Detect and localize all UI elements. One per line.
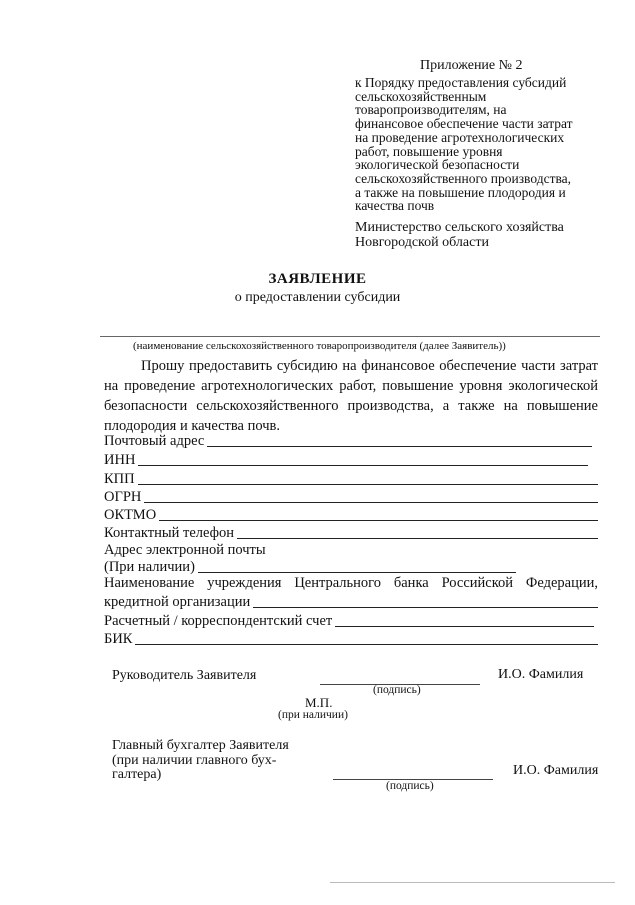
request-paragraph [104, 356, 598, 436]
head-signature-caption: (подпись) [373, 684, 421, 696]
accountant-label-line: Главный бухгалтер Заявителя [112, 738, 289, 753]
account-label: Расчетный / корреспондентский счет [104, 613, 333, 629]
phone-label: Контактный телефон [104, 525, 235, 541]
head-name: И.О. Фамилия [498, 667, 584, 682]
applicant-name-caption: (наименование сельскохозяйственного товаропроизводителя (далее Заявитель)) [133, 340, 506, 352]
phone-field [104, 524, 598, 542]
annex-title: Приложение № 2 [420, 58, 523, 73]
postal-address-input[interactable] [207, 445, 592, 447]
postal-address-field [104, 432, 598, 450]
kpp-label: КПП [104, 471, 135, 487]
annex-line: к Порядку предоставления субсидий [355, 75, 567, 90]
annex-line: работ, повышение уровня [355, 143, 503, 159]
email-field [104, 558, 516, 576]
accountant-name: И.О. Фамилия [513, 763, 599, 778]
email-input[interactable] [198, 571, 516, 573]
bank-name-label: Наименование учреждения Центрального банка Российской Федерации, [104, 575, 598, 591]
inn-input[interactable] [138, 464, 588, 466]
annex-line: сельскохозяйственным [355, 88, 487, 104]
phone-input[interactable] [237, 537, 598, 539]
annex-line: качества почв [355, 198, 435, 214]
oktmo-label: ОКТМО [104, 507, 157, 523]
applicant-name-line[interactable] [100, 336, 600, 337]
stamp-label: М.П. [305, 695, 333, 710]
bank-field [104, 593, 598, 611]
bank-name-input[interactable] [253, 606, 598, 608]
stamp-note: (при наличии) [278, 709, 348, 721]
kpp-field [104, 470, 598, 488]
oktmo-field [104, 506, 598, 524]
annex-line: на проведение агротехнологических [355, 129, 565, 145]
bottom-scan-edge [330, 882, 615, 883]
annex-line: товаропроизводителям, на [355, 102, 507, 118]
annex-description [355, 76, 625, 213]
request-text: Прошу предоставить субсидию на финансовое обеспечение части затрат на проведение агротехнологических работ, повышение уровня экологической безопасности сельскохозяйственного производства, а также на повышение плодородия и качества почв. [104, 358, 598, 434]
kpp-input[interactable] [138, 483, 598, 485]
ogrn-label: ОГРН [104, 489, 142, 505]
addressee [355, 220, 564, 250]
ogrn-field [104, 488, 598, 506]
inn-label: ИНН [104, 452, 136, 468]
accountant-label-line: (при наличии главного бух- [112, 752, 277, 768]
account-input[interactable] [335, 625, 594, 627]
annex-line: финансовое обеспечение части затрат [355, 116, 573, 132]
email-note: (При наличии) [104, 559, 195, 575]
bank-name-label-2: кредитной организации [104, 594, 251, 610]
annex-line: экологической безопасности [355, 157, 520, 173]
account-field [104, 612, 598, 630]
inn-field [104, 451, 598, 469]
addressee-line: Министерство сельского хозяйства [355, 220, 564, 235]
addressee-line: Новгородской области [355, 235, 489, 250]
ogrn-input[interactable] [144, 501, 598, 503]
bik-field [104, 630, 598, 648]
head-label: Руководитель Заявителя [112, 668, 257, 683]
postal-address-label: Почтовый адрес [104, 433, 205, 449]
document-title: ЗАЯВЛЕНИЕ [268, 271, 367, 287]
annex-line: сельскохозяйственного производства, [355, 170, 572, 186]
accountant-label [112, 739, 289, 783]
email-label: Адрес электронной почты [104, 542, 266, 558]
annex-line: а также на повышение плодородия и [355, 184, 566, 200]
bik-input[interactable] [135, 643, 598, 645]
accountant-label-line: галтера) [112, 767, 162, 782]
accountant-signature-caption: (подпись) [386, 780, 434, 792]
bik-label: БИК [104, 631, 133, 647]
document-subtitle: о предоставлении субсидии [234, 290, 401, 305]
oktmo-input[interactable] [159, 519, 598, 521]
